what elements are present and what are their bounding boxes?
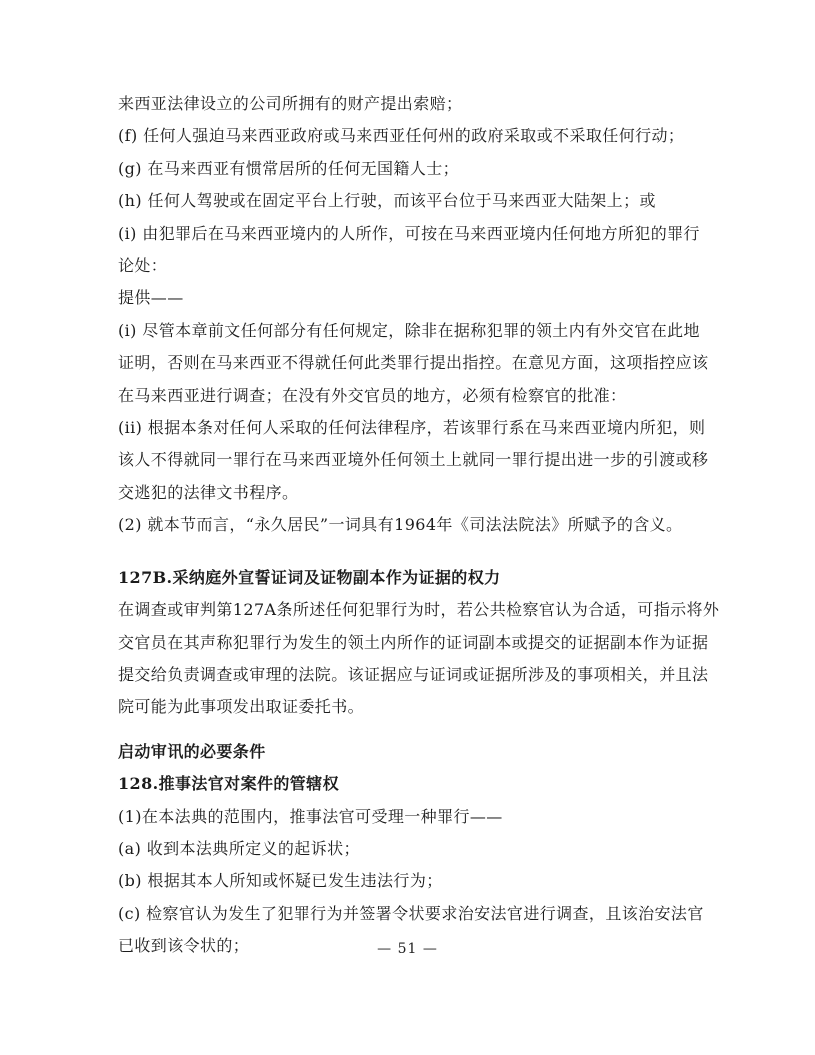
text-line: (i) 由犯罪后在马来西亚境内的人所作，可按在马来西亚境内任何地方所犯的罪行	[118, 223, 700, 243]
text-line: (i) 尽管本章前文任何部分有任何规定，除非在据称犯罪的领土内有外交官在此地	[118, 320, 700, 340]
text-line: (c) 检察官认为发生了犯罪行为并签署令状要求治安法官进行调查，且该治安法官	[118, 903, 704, 923]
text-line: 交逃犯的法律文书程序。	[118, 482, 299, 502]
text-line: (g) 在马来西亚有惯常居所的任何无国籍人士；	[118, 158, 460, 178]
text-line: 提供——	[118, 288, 184, 308]
document-body	[118, 88, 720, 963]
text-line: 该人不得就同一罪行在马来西亚境外任何领土上就同一罪行提出进一步的引渡或移	[118, 450, 709, 470]
text-line: 证明，否则在马来西亚不得就任何此类罪行提出指控。在意见方面，这项指控应该	[118, 353, 709, 373]
text-line: (b) 根据其本人所知或怀疑已发生违法行为；	[118, 871, 443, 891]
section-heading: 127B.采纳庭外宣誓证词及证物副本作为证据的权力	[118, 567, 501, 587]
text-line: 院可能为此事项发出取证委托书。	[118, 697, 365, 717]
section-heading: 128.推事法官对案件的管辖权	[118, 774, 339, 794]
text-line: (h) 任何人驾驶或在固定平台上行驶，而该平台位于马来西亚大陆架上；或	[118, 191, 656, 211]
section-gap	[118, 724, 710, 736]
section-heading: 启动审讯的必要条件	[118, 741, 266, 761]
text-line: (a) 收到本法典所定义的起诉状；	[118, 838, 360, 858]
text-line: (1)在本法典的范围内，推事法官可受理一种罪行——	[118, 806, 503, 826]
text-line: 论处：	[118, 256, 168, 276]
text-line: 提交给负责调查或审理的法院。该证据应与证词或证据所涉及的事项相关，并且法	[118, 664, 709, 684]
text-line: 来西亚法律设立的公司所拥有的财产提出索赔；	[118, 94, 463, 113]
text-line: 已收到该令状的；	[118, 936, 250, 956]
text-line: 在调查或审判第127A条所述任何犯罪行为时，若公共检察官认为合适，可指示将外	[118, 600, 720, 620]
section-gap	[118, 542, 710, 562]
page-number: — 51 —	[377, 941, 438, 957]
text-line: (2) 就本节而言，“永久居民”一词具有1964年《司法法院法》所赋予的含义。	[118, 515, 683, 535]
text-line: 交官员在其声称犯罪行为发生的领土内所作的证词副本或提交的证据副本作为证据	[118, 632, 709, 652]
text-line: (f) 任何人强迫马来西亚政府或马来西亚任何州的政府采取或不采取任何行动；	[118, 126, 685, 146]
text-line: (ii) 根据本条对任何人采取的任何法律程序，若该罪行系在马来西亚境内所犯，则	[118, 418, 706, 438]
text-line: 在马来西亚进行调查；在没有外交官员的地方，必须有检察官的批准：	[118, 385, 627, 405]
